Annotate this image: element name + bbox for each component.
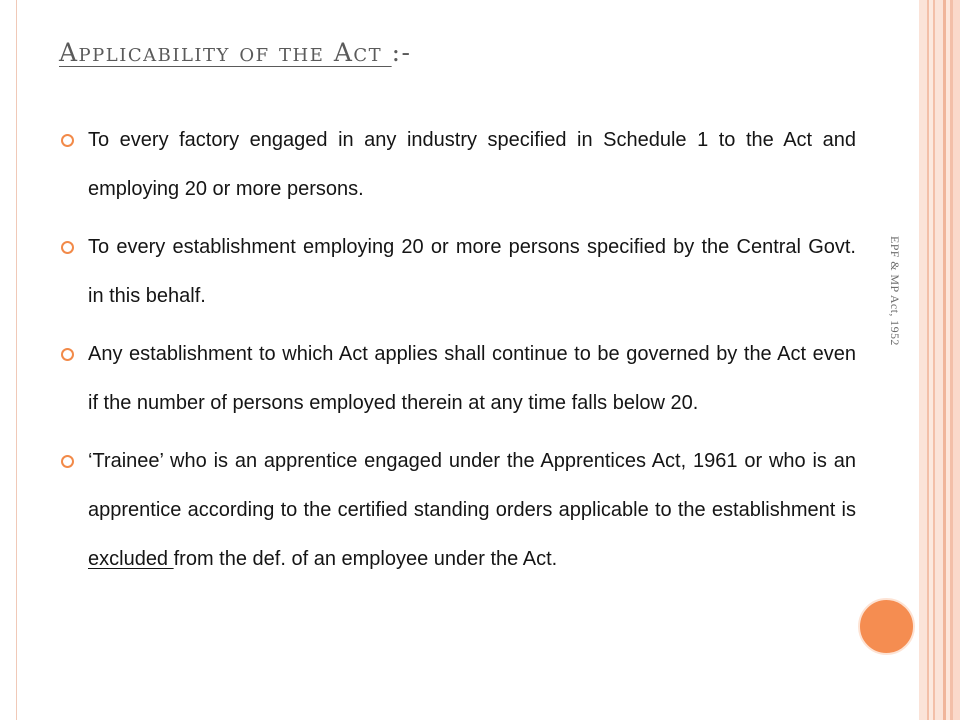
bullet-text: To every factory engaged in any industry specified in Schedule 1 to the Act and employing 20 or more persons. <box>88 129 856 200</box>
side-caption: EPF & MP Act, 1952 <box>888 236 902 346</box>
circle-bullet-icon <box>61 134 74 147</box>
decorative-stripes <box>919 0 960 720</box>
slide-title <box>59 38 412 67</box>
circle-bullet-icon <box>61 455 74 468</box>
bullet-item <box>60 116 856 214</box>
bullet-text-after: from the def. of an employee under the Act. <box>173 548 558 570</box>
bullet-item <box>60 330 856 428</box>
slide-title-suffix: :- <box>391 38 412 67</box>
bullet-list <box>60 116 856 593</box>
bullet-text-before: ‘Trainee’ who is an apprentice engaged under the Apprentices Act, 1961 or who is an apprentice according to the certified standing orders applicable to the establishment is <box>88 450 856 521</box>
circle-bullet-icon <box>61 241 74 254</box>
circle-bullet-icon <box>61 348 74 361</box>
bullet-text: To every establishment employing 20 or more persons specified by the Central Govt. in this behalf. <box>88 236 856 307</box>
slide-title-text: Applicability of the Act <box>59 38 392 67</box>
accent-circle <box>858 598 915 655</box>
bullet-item <box>60 437 856 584</box>
bullet-text: Any establishment to which Act applies shall continue to be governed by the Act even if the number of persons employed therein at any time falls below 20. <box>88 343 856 414</box>
bullet-item <box>60 223 856 321</box>
bullet-text-underlined: excluded <box>88 548 174 570</box>
